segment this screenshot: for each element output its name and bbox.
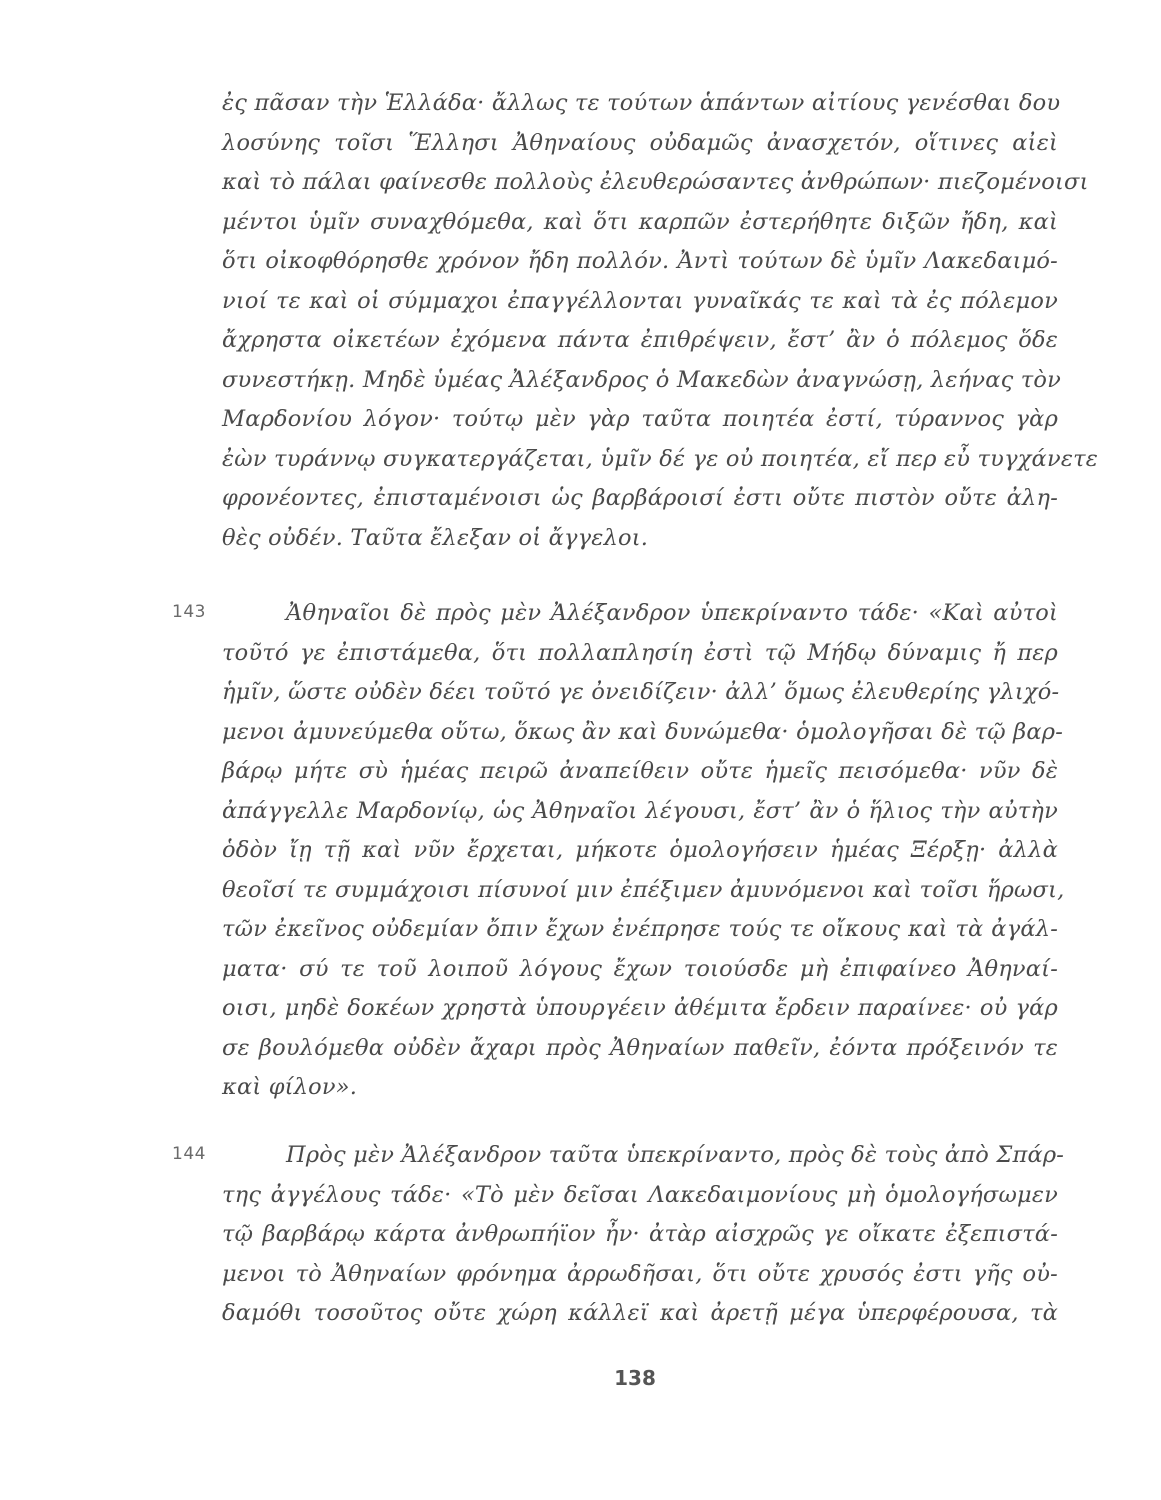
paragraph-chapter-144 <box>222 1136 1065 1334</box>
text-line: μέντοι ὑμῖν συναχθόμεθα, καὶ ὅτι καρπῶν ἐστερήθητε διξῶν ἤδη, καὶ <box>222 208 1058 235</box>
text-line: μενοι ἀμυνεύμεθα οὕτω, ὅκως ἂν καὶ δυνώμεθα· ὁμολογῆσαι δὲ τῷ βαρ- <box>222 718 1063 745</box>
text-line: καὶ φίλον». <box>222 1074 358 1100</box>
text-line: συνεστήκῃ. Μηδὲ ὑμέας Ἀλέξανδρος ὁ Μακεδὼν ἀναγνώσῃ, λεήνας τὸν <box>222 366 1062 393</box>
text-line: δαμόθι τοσοῦτος οὔτε χώρη κάλλεϊ καὶ ἀρετῇ μέγα ὑπερφέρουσα, τὰ <box>222 1300 1058 1326</box>
text-line: Πρὸς μὲν Ἀλέξανδρον ταῦτα ὑπεκρίναντο, πρὸς δὲ τοὺς ἀπὸ Σπάρ- <box>286 1142 1065 1168</box>
text-line: θὲς οὐδέν. Ταῦτα ἔλεξαν οἱ ἄγγελοι. <box>222 524 649 551</box>
chapter-number: 144 <box>172 1144 206 1164</box>
text-line: Ἀθηναῖοι δὲ πρὸς μὲν Ἀλέξανδρον ὑπεκρίναντο τάδε· «Καὶ αὐτοὶ <box>286 600 1058 626</box>
text-line: ἐὼν τυράννῳ συγκατεργάζεται, ὑμῖν δέ γε οὐ ποιητέα, εἴ περ εὖ τυγχάνετε <box>222 445 1099 472</box>
text-line: οισι, μηδὲ δοκέων χρηστὰ ὑπουργέειν ἀθέμιτα ἔρδειν παραίνεε· οὐ γάρ <box>222 995 1058 1021</box>
page-number: 138 <box>614 1366 656 1390</box>
text-line: σε βουλόμεθα οὐδὲν ἄχαρι πρὸς Ἀθηναίων παθεῖν, ἐόντα πρόξεινόν τε <box>222 1034 1058 1061</box>
text-line: ἐς πᾶσαν τὴν Ἑλλάδα· ἄλλως τε τούτων ἁπάντων αἰτίους γενέσθαι δου <box>222 90 1061 116</box>
text-line: νιοί τε καὶ οἱ σύμμαχοι ἐπαγγέλλονται γυναῖκάς τε καὶ τὰ ἐς πόλεμον <box>222 287 1058 314</box>
text-line: λοσύνης τοῖσι Ἕλλησι Ἀθηναίους οὐδαμῶς ἀνασχετόν, οἵτινες αἰεὶ <box>222 129 1058 156</box>
paragraph-continuation <box>222 84 1099 558</box>
text-line: ὁδὸν ἴῃ τῇ καὶ νῦν ἔρχεται, μήκοτε ὁμολογήσειν ἡμέας Ξέρξῃ· ἀλλὰ <box>222 837 1058 863</box>
text-line: τῷ βαρβάρῳ κάρτα ἀνθρωπήϊον ἦν· ἀτὰρ αἰσχρῶς γε οἴκατε ἐξεπιστά- <box>222 1221 1058 1247</box>
text-line: ματα· σύ τε τοῦ λοιποῦ λόγους ἔχων τοιούσδε μὴ ἐπιφαίνεο Ἀθηναί- <box>222 955 1058 982</box>
text-line: της ἀγγέλους τάδε· «Τὸ μὲν δεῖσαι Λακεδαιμονίους μὴ ὁμολογήσωμεν <box>222 1181 1058 1208</box>
text-line: τοῦτό γε ἐπιστάμεθα, ὅτι πολλαπλησίη ἐστὶ τῷ Μήδῳ δύναμις ἤ περ <box>222 639 1058 666</box>
text-line: ἀπάγγελλε Μαρδονίῳ, ὡς Ἀθηναῖοι λέγουσι, ἔστ’ ἂν ὁ ἥλιος τὴν αὐτὴν <box>222 797 1058 824</box>
text-line: βάρῳ μήτε σὺ ἡμέας πειρῶ ἀναπείθειν οὔτε ἡμεῖς πεισόμεθα· νῦν δὲ <box>222 758 1058 784</box>
text-line: μενοι τὸ Ἀθηναίων φρόνημα ἀρρωδῆσαι, ὅτι οὔτε χρυσός ἐστι γῆς οὐ- <box>222 1260 1058 1287</box>
text-line: ἄχρηστα οἰκετέων ἐχόμενα πάντα ἐπιθρέψειν, ἔστ’ ἂν ὁ πόλεμος ὅδε <box>222 327 1058 353</box>
text-line: φρονέοντες, ἐπισταμένοισι ὡς βαρβάροισί ἐστι οὔτε πιστὸν οὔτε ἀλη- <box>222 485 1058 511</box>
text-line: τῶν ἐκεῖνος οὐδεμίαν ὄπιν ἔχων ἐνέπρησε τούς τε οἴκους καὶ τὰ ἀγάλ- <box>222 916 1058 942</box>
text-line: Μαρδονίου λόγον· τούτῳ μὲν γὰρ ταῦτα ποιητέα ἐστί, τύραννος γὰρ <box>222 406 1058 432</box>
text-line: ἡμῖν, ὥστε οὐδὲν δέει τοῦτό γε ὀνειδίζειν· ἀλλ’ ὅμως ἐλευθερίης γλιχό- <box>222 679 1060 705</box>
text-line: θεοῖσί τε συμμάχοισι πίσυνοί μιν ἐπέξιμεν ἀμυνόμενοι καὶ τοῖσι ἥρωσι, <box>222 876 1065 903</box>
text-line: ὅτι οἰκοφθόρησθε χρόνον ἤδη πολλόν. Ἀντὶ τούτων δὲ ὑμῖν Λακεδαιμό- <box>222 248 1058 274</box>
chapter-number: 143 <box>172 602 206 622</box>
paragraph-chapter-143 <box>222 594 1065 1108</box>
text-line: καὶ τὸ πάλαι φαίνεσθε πολλοὺς ἐλευθερώσαντες ἀνθρώπων· πιεζομένοισι <box>222 169 1089 195</box>
